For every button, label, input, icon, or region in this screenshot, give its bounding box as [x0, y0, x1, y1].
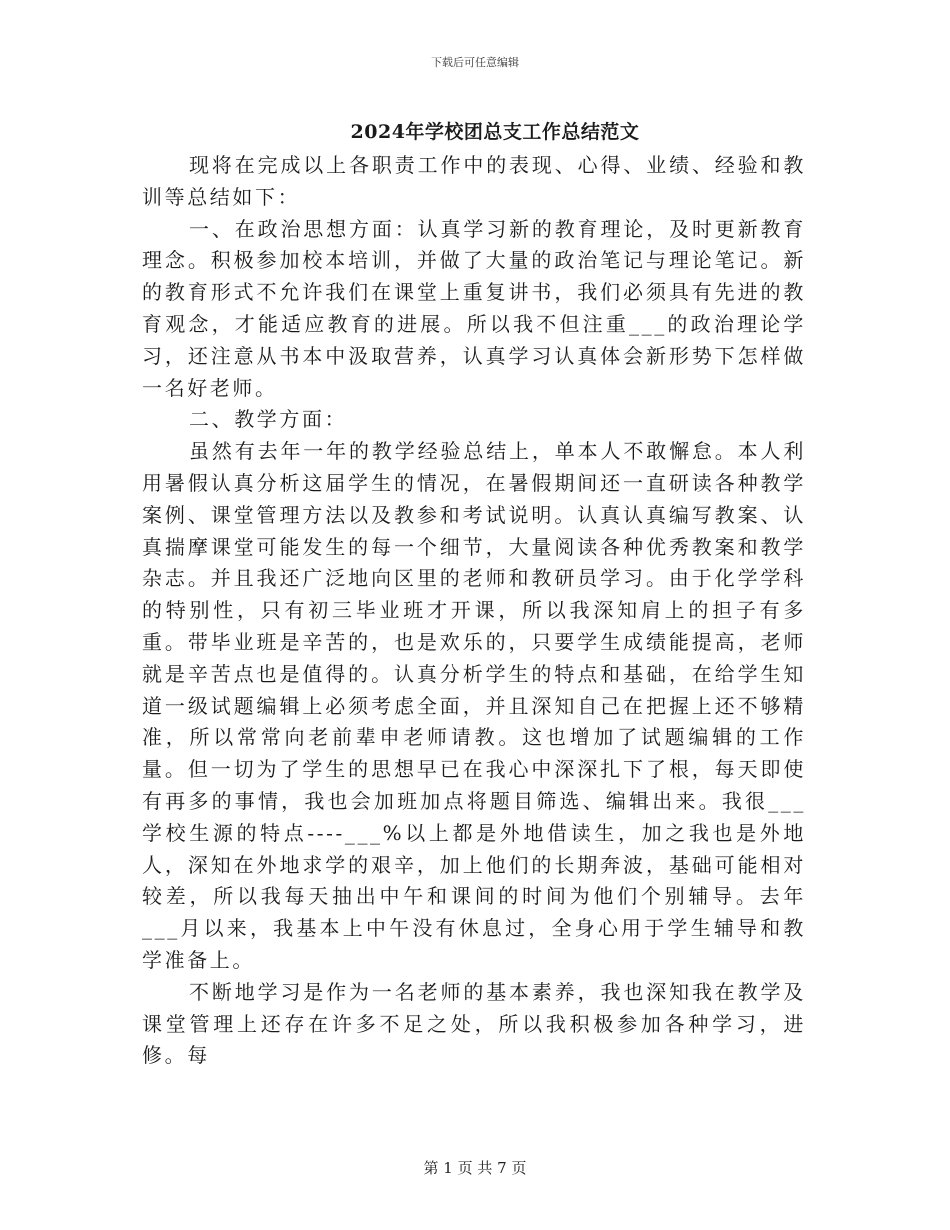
paragraph-political: 一、在政治思想方面：认真学习新的教育理论，及时更新教育理念。积极参加校本培训，并做了大量的政治笔记与理论笔记。新的教育形式不允许我们在课堂上重复讲书，我们必须具有先进的教育观念，才能适应教育的进展。所以我不但注重___的政治理论学习，还注意从书本中汲取营养，认真学习认真体会新形势下怎样做一名好老师。: [142, 216, 806, 400]
page-number: 第 1 页 共 7 页: [423, 1159, 527, 1177]
document-title: 2024年学校团总支工作总结范文: [350, 121, 640, 143]
paragraph-teaching-heading: 二、教学方面：: [189, 407, 348, 432]
document-body: [142, 150, 806, 1072]
paragraph-teaching: 虽然有去年一年的教学经验总结上，单本人不敢懈怠。本人利用暑假认真分析这届学生的情况，在暑假期间还一直研读各种教学案例、课堂管理方法以及教参和考试说明。认真认真编写教案、认真揣摩课堂可能发生的每一个细节，大量阅读各种优秀教案和教学杂志。并且我还广泛地向区里的老师和教研员学习。由于化学学科的特别性，只有初三毕业班才开课，所以我深知肩上的担子有多重。带毕业班是辛苦的，也是欢乐的，只要学生成绩能提高，老师就是辛苦点也是值得的。认真分析学生的特点和基础，在给学生知道一级试题编辑上必须考虑全面，并且深知自己在把握上还不够精准，所以常常向老前辈申老师请教。这也增加了试题编辑的工作量。但一切为了学生的思想早已在我心中深深扎下了根，每天即使有再多的事情，我也会加班加点将题目筛选、编辑出来。我很___学校生源的特点----___%以上都是外地借读生，加之我也是外地人，深知在外地求学的艰辛，加上他们的长期奔波，基础可能相对较差，所以我每天抽出中午和课间的时间为他们个别辅导。去年___月以来，我基本上中午没有休息过，全身心用于学生辅导和教学准备上。: [142, 439, 806, 972]
paragraph-intro: 现将在完成以上各职责工作中的表现、心得、业绩、经验和教训等总结如下：: [142, 153, 806, 209]
page-header-note: 下载后可任意编辑: [431, 56, 519, 69]
paragraph-learning: 不断地学习是作为一名老师的基本素养，我也深知我在教学及课堂管理上还存在许多不足之处，所以我积极参加各种学习，进修。每: [142, 979, 806, 1068]
